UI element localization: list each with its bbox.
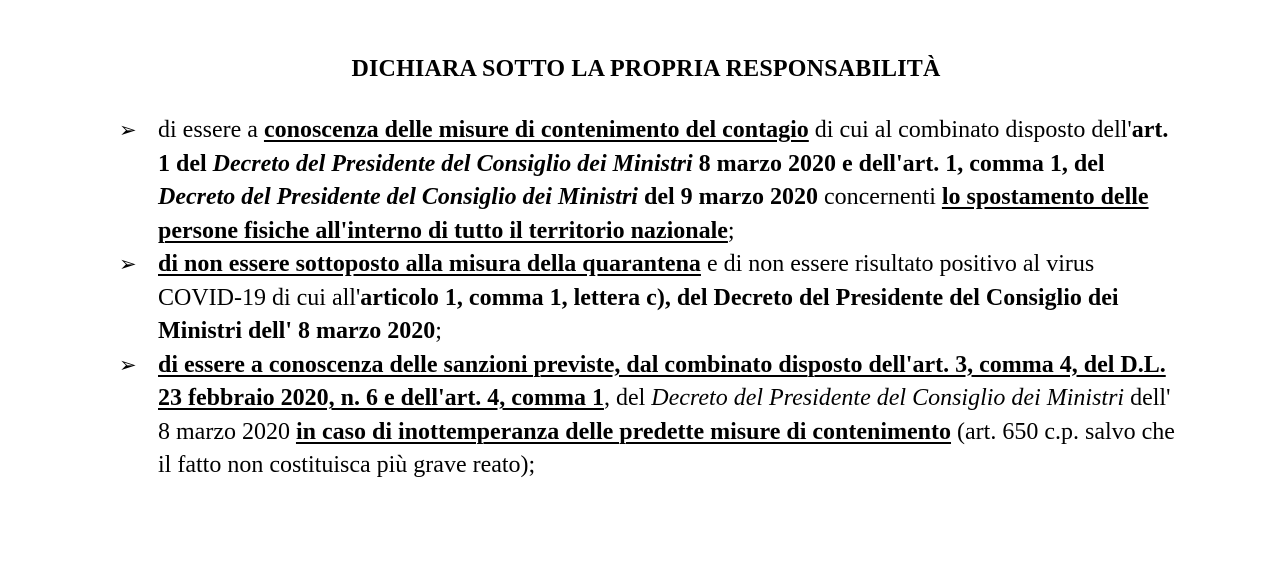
arrow-bullet-icon: ➢ (119, 352, 137, 377)
declaration-text (158, 114, 1178, 248)
text-run: di essere a conoscenza delle sanzioni previste, dal combinato disposto dell'art. 3, comma 4, del D.L. 23 febbraio 2020, n. 6 e dell'art. 4, comma 1 (158, 351, 1166, 411)
text-run: conoscenza delle misure di contenimento del contagio (263, 117, 809, 143)
text-run: Decreto del Presidente del Consiglio dei Ministri (158, 184, 638, 210)
text-run: ; (435, 318, 442, 344)
arrow-bullet-icon: ➢ (119, 252, 137, 276)
text-run: dell' 8 marzo 2020 (158, 385, 1171, 445)
arrow-bullet-icon: ➢ (119, 118, 137, 142)
text-run: ; (727, 217, 735, 244)
text-run: del 9 marzo 2020 (637, 184, 818, 210)
text-run: lo spostamento delle persone fisiche all'interno di tutto il territorio nazionale (158, 184, 1149, 244)
declaration-item (0, 248, 1178, 349)
declaration-list (0, 114, 1280, 483)
document-heading: DICHIARA SOTTO LA PROPRIA RESPONSABILITÀ (351, 56, 941, 82)
text-run: di cui al combinato disposto dell' (808, 117, 1132, 143)
declaration-text (158, 248, 1178, 349)
text-run: art. 1 del (158, 117, 1169, 177)
text-run: Decreto del Presidente del Consiglio dei Ministri (651, 385, 1125, 411)
text-run: (art. 650 c.p. salvo che il fatto non costituisca più grave reato); (158, 418, 1175, 478)
declaration-item (0, 349, 1178, 483)
text-run: di non essere sottoposto alla misura della quarantena (158, 251, 701, 277)
text-run: Decreto del Presidente del Consiglio dei Ministri (212, 150, 693, 177)
text-run: e di non essere risultato positivo al virus COVID-19 di cui all' (158, 251, 1095, 311)
declaration-text (158, 349, 1178, 483)
text-run: articolo 1, comma 1, lettera c), del Decreto del Presidente del Consiglio dei Ministri dell' 8 marzo 2020 (158, 284, 1119, 344)
text-run: , del (603, 385, 652, 411)
declaration-item (0, 114, 1178, 248)
text-run: di essere a (158, 117, 264, 143)
text-run: concernenti (817, 184, 942, 210)
text-run: 8 marzo 2020 e dell'art. 1, comma 1, del (692, 150, 1105, 177)
text-run: in caso di inottemperanza delle predette misure di contenimento (295, 418, 952, 445)
